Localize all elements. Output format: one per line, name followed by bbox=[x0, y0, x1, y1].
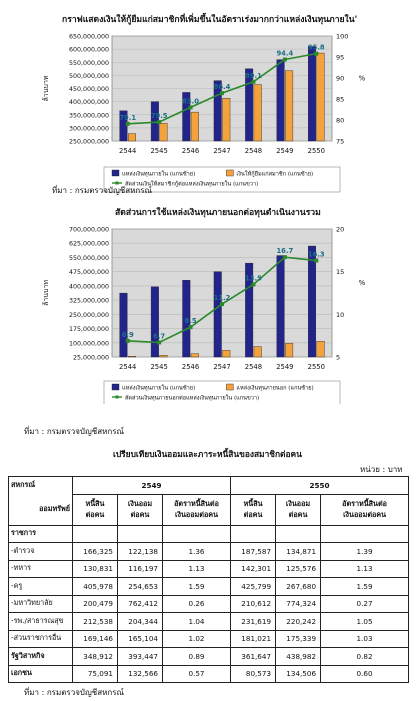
table-row bbox=[9, 578, 409, 596]
table-cell: 130,831 bbox=[73, 560, 118, 578]
table-cell: 438,982 bbox=[276, 648, 321, 666]
y2-tick-label: 10 bbox=[336, 310, 345, 319]
table-cell: 116,197 bbox=[118, 560, 163, 578]
table-cell: 0.89 bbox=[163, 648, 231, 666]
y-tick-label: 550,000,000 bbox=[68, 254, 109, 262]
bar-internal bbox=[214, 272, 222, 357]
header-year-2549: 2549 bbox=[73, 477, 231, 495]
comparison-table bbox=[8, 476, 409, 683]
chart1-title: กราฟแสดงเงินให้กู้ยืมแก่สมาชิกที่เพิ่มขึ้นในอัตราเร่งมากกว่าแหล่งเงินทุนภายใน' bbox=[62, 15, 358, 25]
table-cell: 75,091 bbox=[73, 665, 118, 683]
y-tick-label: 450,000,000 bbox=[68, 86, 109, 93]
ratio-point bbox=[126, 339, 130, 343]
y2-tick-label: 85 bbox=[336, 95, 345, 104]
y2-tick-label: 80 bbox=[336, 116, 345, 125]
ratio-data-label: 16.3 bbox=[307, 250, 325, 259]
ratio-point bbox=[220, 302, 224, 306]
table-cell: 1.59 bbox=[163, 578, 231, 596]
ratio-data-label: 83.0 bbox=[182, 97, 199, 106]
table-cell: 142,301 bbox=[231, 560, 276, 578]
x-tick-label: 2546 bbox=[181, 147, 200, 155]
bar-secondary bbox=[254, 347, 262, 357]
row-label: -ครู bbox=[9, 578, 73, 596]
row-label: -ทหาร bbox=[9, 560, 73, 578]
plot-area bbox=[112, 229, 332, 357]
table-cell: 1.13 bbox=[163, 560, 231, 578]
y-tick-label: 400,000,000 bbox=[68, 283, 109, 291]
ratio-data-label: 16.7 bbox=[276, 247, 294, 256]
bar-secondary bbox=[285, 71, 293, 141]
ratio-point bbox=[251, 80, 255, 84]
x-tick-label: 2544 bbox=[119, 147, 137, 155]
y2-tick-label: 75 bbox=[336, 137, 345, 146]
ratio-data-label: 8.5 bbox=[184, 317, 197, 326]
ratio-point bbox=[157, 340, 161, 344]
chart2-source: ที่มา : กรมตรวจบัญชีสหกรณ์ bbox=[24, 427, 124, 436]
table-cell: 200,479 bbox=[73, 595, 118, 613]
ratio-point bbox=[314, 259, 318, 263]
table-cell: 1.05 bbox=[321, 613, 409, 631]
table-row bbox=[9, 560, 409, 578]
bar-internal bbox=[151, 287, 159, 357]
ratio-data-label: 6.7 bbox=[153, 332, 166, 341]
table-cell: 134,506 bbox=[276, 665, 321, 683]
table-cell: 0.26 bbox=[163, 595, 231, 613]
y-tick-label: 100,000,000 bbox=[68, 340, 109, 348]
y-axis-label: ล้านบาท bbox=[42, 280, 50, 306]
table-cell: 210,612 bbox=[231, 595, 276, 613]
ratio-point bbox=[189, 325, 193, 329]
table-row bbox=[9, 648, 409, 666]
table-cell: 393,447 bbox=[118, 648, 163, 666]
ratio-point bbox=[126, 122, 130, 126]
section-label: ราชการ bbox=[9, 525, 73, 543]
row-label: -ตำรวจ bbox=[9, 543, 73, 561]
y-tick-label: 400,000,000 bbox=[68, 99, 109, 107]
table-row bbox=[9, 543, 409, 561]
x-tick-label: 2547 bbox=[213, 147, 231, 155]
table-cell: 0.57 bbox=[163, 665, 231, 683]
y-tick-label: 475,000,000 bbox=[68, 269, 109, 277]
table-row bbox=[9, 630, 409, 648]
bar-secondary bbox=[317, 341, 325, 357]
x-tick-label: 2549 bbox=[276, 147, 294, 155]
col-header: หนี้สิน ต่อคน bbox=[231, 494, 276, 525]
table-cell: 1.36 bbox=[163, 543, 231, 561]
table-cell: 0.27 bbox=[321, 595, 409, 613]
table-cell: 125,576 bbox=[276, 560, 321, 578]
table-cell: 1.13 bbox=[321, 560, 409, 578]
legend-line-marker bbox=[116, 396, 119, 399]
legend-label: แหล่งเงินทุนภายนอก (แกนซ้าย) bbox=[236, 385, 314, 392]
legend-label: สัดส่วนเงินให้สมาชิกกู้ต่อแหล่งเงินทุนภายใน (แกนขวา) bbox=[125, 181, 259, 188]
legend bbox=[104, 381, 340, 404]
row-label: -รพ./สาธารณสุข bbox=[9, 613, 73, 631]
x-tick-label: 2549 bbox=[276, 363, 294, 371]
table-cell: 425,799 bbox=[231, 578, 276, 596]
y2-tick-label: 5 bbox=[336, 353, 341, 362]
y-tick-label: 700,000,000 bbox=[68, 226, 109, 234]
col-header: หนี้สิน ต่อคน bbox=[73, 494, 118, 525]
legend-label: เงินให้กู้ยืมแก่สมาชิก (แกนซ้าย) bbox=[236, 171, 314, 178]
table-cell: 774,324 bbox=[276, 595, 321, 613]
chart1 bbox=[40, 26, 410, 196]
bar-internal bbox=[277, 60, 285, 141]
y2-tick-label: 20 bbox=[336, 225, 345, 234]
y-tick-label: 600,000,000 bbox=[68, 46, 109, 54]
y-tick-label: 325,000,000 bbox=[68, 297, 109, 305]
table-unit: หน่วย : บาท bbox=[360, 465, 403, 474]
y2-tick-label: 90 bbox=[336, 74, 345, 83]
x-tick-label: 2547 bbox=[213, 363, 231, 371]
ratio-data-label: 95.8 bbox=[307, 43, 325, 52]
bar-secondary bbox=[317, 53, 325, 141]
ratio-data-label: 94.4 bbox=[276, 49, 294, 58]
table-cell: 134,871 bbox=[276, 543, 321, 561]
row-label: เอกชน bbox=[9, 665, 73, 683]
bar-secondary bbox=[160, 355, 168, 357]
y-tick-label: 250,000,000 bbox=[68, 138, 109, 146]
bar-secondary bbox=[285, 343, 293, 357]
ratio-data-label: 89.1 bbox=[245, 71, 262, 80]
table-title: เปรียบเทียบเงินออมและภาระหนี้สินของสมาชิกต่อคน bbox=[113, 449, 302, 459]
ratio-point bbox=[189, 105, 193, 109]
y-tick-label: 250,000,000 bbox=[68, 311, 109, 319]
x-tick-label: 2548 bbox=[244, 363, 263, 371]
row-label: -ส่วนราชการอื่น bbox=[9, 630, 73, 648]
ratio-data-label: 79.1 bbox=[119, 113, 137, 122]
table-row bbox=[9, 613, 409, 631]
y-tick-label: 650,000,000 bbox=[68, 33, 109, 41]
table-cell: 762,412 bbox=[118, 595, 163, 613]
table-cell: 187,587 bbox=[231, 543, 276, 561]
table-cell: 220,242 bbox=[276, 613, 321, 631]
table-cell: 361,647 bbox=[231, 648, 276, 666]
ratio-point bbox=[220, 91, 224, 95]
header-year-2550: 2550 bbox=[231, 477, 409, 495]
header-savings-type: ออมทรัพย์ bbox=[9, 494, 73, 525]
y2-tick-label: 95 bbox=[336, 53, 345, 62]
table-cell: 0.82 bbox=[321, 648, 409, 666]
table-cell: 231,619 bbox=[231, 613, 276, 631]
y2-tick-label: 15 bbox=[336, 268, 345, 277]
y-tick-label: 550,000,000 bbox=[68, 59, 109, 67]
bar-secondary bbox=[223, 98, 231, 141]
y-tick-label: 500,000,000 bbox=[68, 72, 109, 80]
bar-secondary bbox=[160, 123, 168, 141]
row-label: รัฐวิสาหกิจ bbox=[9, 648, 73, 666]
bar-secondary bbox=[191, 354, 199, 357]
table-cell: 267,680 bbox=[276, 578, 321, 596]
table-cell: 1.02 bbox=[163, 630, 231, 648]
y2-tick-label: 100 bbox=[336, 32, 349, 41]
x-tick-label: 2545 bbox=[150, 147, 168, 155]
legend-label: สัดส่วนเงินทุนภายนอกต่อแหล่งเงินทุนภายใน (แกนขวา) bbox=[125, 395, 260, 402]
x-tick-label: 2546 bbox=[181, 363, 200, 371]
x-tick-label: 2550 bbox=[307, 147, 325, 155]
col-header: เงินออม ต่อคน bbox=[118, 494, 163, 525]
ratio-data-label: 13.5 bbox=[245, 274, 262, 283]
ratio-point bbox=[283, 58, 287, 62]
ratio-point bbox=[251, 282, 255, 286]
y2-axis-label: % bbox=[358, 279, 366, 287]
bar-internal bbox=[120, 293, 128, 357]
y-axis-label: ล้านบาท bbox=[42, 75, 50, 102]
y2-axis-label: % bbox=[358, 74, 366, 83]
table-cell: 132,566 bbox=[118, 665, 163, 683]
table-cell: 348,912 bbox=[73, 648, 118, 666]
table-cell: 254,653 bbox=[118, 578, 163, 596]
ratio-data-label: 11.2 bbox=[213, 294, 231, 303]
table-cell: 166,325 bbox=[73, 543, 118, 561]
legend-swatch bbox=[226, 170, 233, 176]
table-cell: 405,978 bbox=[73, 578, 118, 596]
y-tick-label: 300,000,000 bbox=[68, 125, 109, 133]
table-cell: 122,138 bbox=[118, 543, 163, 561]
ratio-data-label: 79.5 bbox=[150, 112, 168, 121]
table-cell: 1.39 bbox=[321, 543, 409, 561]
ratio-point bbox=[314, 52, 318, 56]
table-row bbox=[9, 595, 409, 613]
bar-internal bbox=[308, 47, 316, 142]
x-tick-label: 2544 bbox=[119, 363, 137, 371]
y-tick-label: 25,000,000 bbox=[72, 354, 109, 362]
table-cell: 1.03 bbox=[321, 630, 409, 648]
ratio-point bbox=[283, 255, 287, 259]
x-tick-label: 2550 bbox=[307, 363, 325, 371]
ratio-data-label: 86.4 bbox=[213, 83, 231, 92]
legend-swatch bbox=[226, 384, 233, 390]
legend-swatch bbox=[112, 384, 119, 390]
table-cell: 175,339 bbox=[276, 630, 321, 648]
col-header: เงินออม ต่อคน bbox=[276, 494, 321, 525]
table-cell: 1.59 bbox=[321, 578, 409, 596]
table-cell: 181,021 bbox=[231, 630, 276, 648]
y-tick-label: 175,000,000 bbox=[68, 326, 109, 334]
table-cell: 204,344 bbox=[118, 613, 163, 631]
bar-secondary bbox=[128, 134, 136, 141]
col-header: อัตราหนี้สินต่อ เงินออมต่อคน bbox=[321, 494, 409, 525]
x-tick-label: 2548 bbox=[244, 147, 263, 155]
table-cell: 80,573 bbox=[231, 665, 276, 683]
bar-secondary bbox=[223, 350, 231, 357]
row-label: -มหาวิทยาลัย bbox=[9, 595, 73, 613]
header-cooperative: สหกรณ์ bbox=[9, 477, 73, 495]
bar-secondary bbox=[128, 356, 136, 357]
bar-internal bbox=[277, 256, 285, 357]
table-row bbox=[9, 665, 409, 683]
table-source: ที่มา : กรมตรวจบัญชีสหกรณ์ bbox=[24, 688, 124, 697]
table-cell: 169,146 bbox=[73, 630, 118, 648]
table-cell: 0.60 bbox=[321, 665, 409, 683]
x-tick-label: 2545 bbox=[150, 363, 168, 371]
y-tick-label: 350,000,000 bbox=[68, 112, 109, 120]
bar-internal bbox=[308, 246, 316, 357]
table-section-row bbox=[9, 525, 409, 543]
legend-label: แหล่งเงินทุนภายใน (แกนซ้าย) bbox=[122, 385, 196, 392]
col-header: อัตราหนี้สินต่อ เงินออมต่อคน bbox=[163, 494, 231, 525]
y-tick-label: 625,000,000 bbox=[68, 240, 109, 248]
table-cell: 212,538 bbox=[73, 613, 118, 631]
table-header-row-2 bbox=[9, 494, 409, 525]
table-cell: 1.04 bbox=[163, 613, 231, 631]
table-header-row-1 bbox=[9, 477, 409, 495]
bar-secondary bbox=[254, 85, 262, 141]
chart2-title: สัดส่วนการใช้แหล่งเงินทุนภายนอกต่อทุนดำเนินงานรวม bbox=[115, 208, 321, 218]
chart2 bbox=[40, 219, 410, 404]
bar-secondary bbox=[191, 112, 199, 141]
legend-label: แหล่งเงินทุนภายใน (แกนซ้าย) bbox=[122, 171, 196, 178]
table-cell: 165,104 bbox=[118, 630, 163, 648]
ratio-point bbox=[157, 120, 161, 124]
legend-swatch bbox=[112, 170, 119, 176]
ratio-data-label: 6.9 bbox=[121, 330, 134, 339]
chart1-source: ที่มา : กรมตรวจบัญชีสหกรณ์ bbox=[52, 186, 152, 195]
